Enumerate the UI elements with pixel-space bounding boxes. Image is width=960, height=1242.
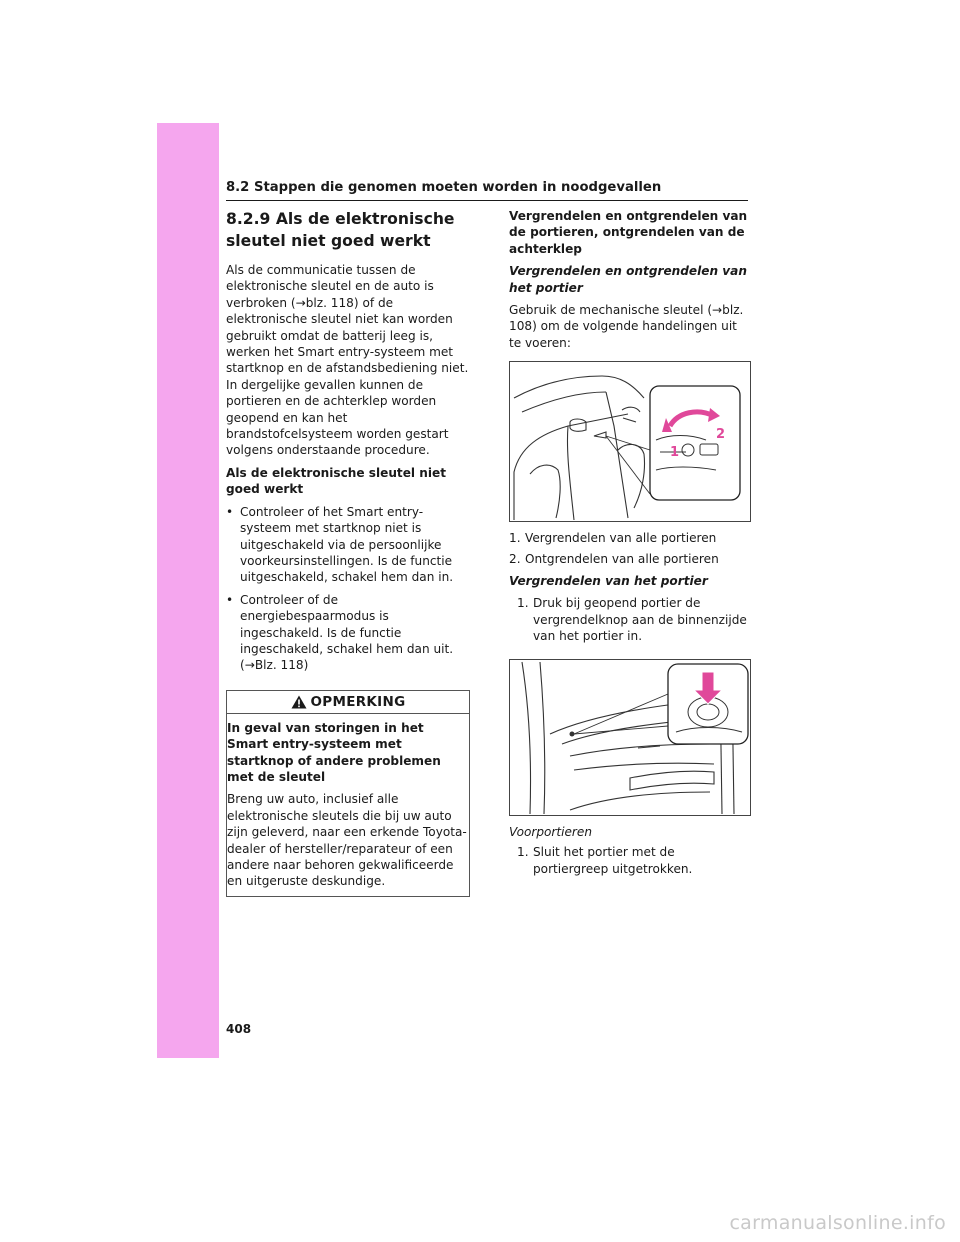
subheading: Als de elektronische sleutel niet goed werkt [226, 465, 447, 497]
bullet-item [226, 592, 470, 674]
step-number: 1. [509, 531, 521, 546]
section-header: 8.2 Stappen die genomen moeten worden in noodgevallen [226, 180, 662, 195]
figure-door-key-lock [509, 361, 751, 522]
notice-box [226, 690, 470, 897]
step-item [509, 595, 749, 644]
right-subheading: Vergrendelen en ontgrendelen van het portier [509, 264, 747, 295]
step-item [509, 530, 749, 546]
step-item [509, 844, 749, 877]
right-heading: Vergrendelen en ontgrendelen van de portieren, ontgrendelen van de achterklep [509, 209, 748, 256]
right-column [509, 208, 749, 881]
right-intro: Gebruik de mechanische sleutel (→blz. 108) om de volgende handelingen uit te voeren: [509, 303, 744, 350]
warning-icon [291, 695, 307, 709]
right-subheading-2: Vergrendelen van het portier [509, 574, 708, 589]
notice-header [227, 691, 469, 714]
chapter-sidebar-tab [157, 123, 219, 1058]
notice-body [227, 714, 469, 896]
page-number: 408 [226, 1022, 252, 1036]
bullet-mark: • [226, 504, 234, 519]
callout-1: 1 [670, 445, 680, 461]
intro-paragraph: Als de communicatie tussen de elektronische sleutel en de auto is verbroken (→blz. 118) of de elektronische sleutel niet kan worden gebruikt omdat de batterij leeg is, werken het Smart entry-systeem met startknop en de afstandsbediening niet. In dergelijke gevallen kunnen de portieren en de achterklep worden geopend en kan het brandstofcelsysteem worden gestart volgens onderstaande procedure. [226, 263, 469, 458]
step-text: Vergrendelen van alle portieren [525, 531, 717, 546]
notice-heading: In geval van storingen in het Smart entry-systeem met startknop of andere problemen met de sleutel [227, 720, 441, 784]
step-text: Ontgrendelen van alle portieren [525, 551, 719, 566]
notice-label: OPMERKING [310, 693, 406, 710]
watermark: carmanualsonline.info [729, 1212, 946, 1234]
step-number: 1. [517, 845, 529, 860]
bullet-item [226, 504, 470, 586]
step-item [509, 551, 749, 567]
door-interior-illustration [510, 660, 750, 815]
bullet-text: Controleer of het Smart entry-systeem met startknop niet is uitgeschakeld via de persoonlijke voorkeursinstellingen. Is de functie uitgeschakeld, schakel hem dan in. [240, 504, 454, 585]
left-column [226, 208, 470, 897]
bullet-text: Controleer of de energiebespaarmodus is ingeschakeld. Is de functie ingeschakeld, schakel hem dan uit. (→Blz. 118) [240, 592, 454, 673]
step-number: 1. [517, 596, 529, 611]
step-text: Druk bij geopend portier de vergrendelknop aan de binnenzijde van het portier in. [533, 596, 747, 644]
bullet-mark: • [226, 592, 234, 607]
car-door-illustration [510, 362, 750, 521]
section-title: 8.2.9 Als de elektronische sleutel niet goed werkt [226, 210, 455, 250]
header-rule [226, 200, 748, 201]
figure-door-lock-knob [509, 659, 751, 816]
notice-text: Breng uw auto, inclusief alle elektronische sleutels die bij uw auto zijn geleverd, naar een erkende Toyota-dealer of hersteller/reparateur of een andere naar behoren gekwalificeerde en uitgeruste deskundige. [227, 792, 467, 889]
figure-caption: Voorportieren [509, 824, 593, 839]
step-number: 2. [509, 551, 521, 566]
step-text: Sluit het portier met de portiergreep uitgetrokken. [533, 845, 693, 876]
callout-2: 2 [716, 427, 726, 443]
